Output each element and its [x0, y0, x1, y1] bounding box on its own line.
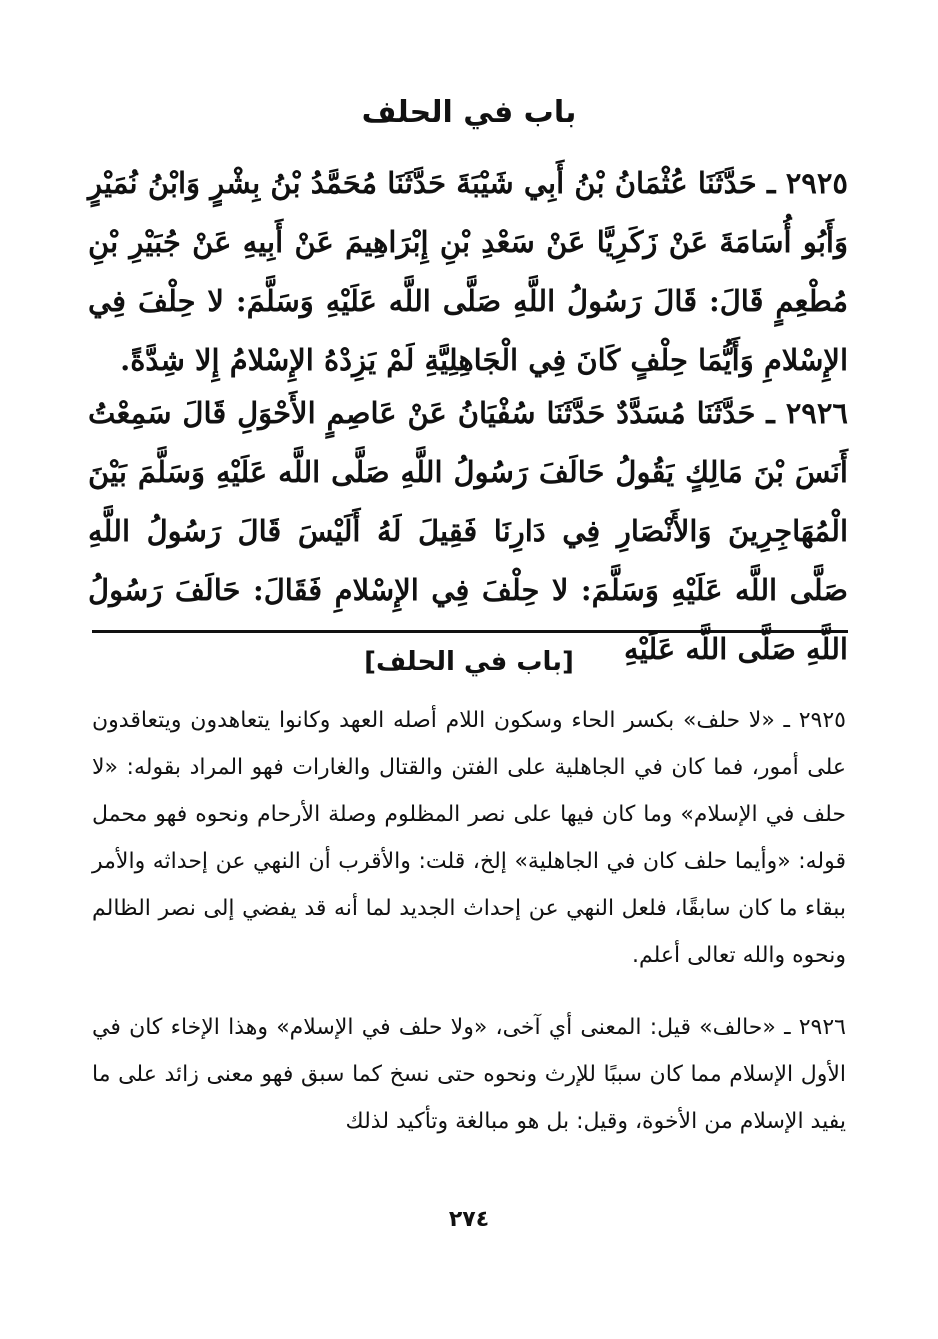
footnote-divider — [92, 630, 848, 633]
page-number: ٢٧٤ — [448, 1207, 490, 1232]
commentary-heading: [باب في الحلف] — [364, 647, 574, 677]
hadith-2925: ٢٩٢٥ ـ حَدَّثَنَا عُثْمَانُ بْنُ أَبِي شَيْبَةَ حَدَّثَنَا مُحَمَّدُ بْنُ بِشْرٍ وَابْنُ نُمَيْرٍ وَأَبُو أُسَامَةَ عَنْ زَكَرِيَّا عَنْ سَعْدِ بْنِ إِبْرَاهِيمَ عَنْ أَبِيهِ عَنْ جُبَيْرِ بْنِ مُطْعِمٍ قَالَ: قَالَ رَسُولُ اللَّهِ صَلَّى اللَّه عَلَيْهِ وَسَلَّمَ: لا حِلْفَ فِي الإِسْلامِ وَأَيُّمَا حِلْفٍ كَانَ فِي الْجَاهِلِيَّةِ لَمْ يَزِدْهُ الإِسْلامُ إِلا شِدَّةً. — [88, 166, 848, 377]
commentary-note-2925: ٢٩٢٥ ـ «لا حلف» بكسر الحاء وسكون اللام أصله العهد وكانوا يتعاهدون ويتعاقدون على أمور، فما كان في الجاهلية على الفتن والقتال والغارات فهو المراد بقوله: «لا حلف في الإسلام» وما كان فيها على نصر المظلوم وصلة الأرحام ونحوه فهو محمل قوله: «وأيما حلف كان في الجاهلية» إلخ، قلت: والأقرب أن النهي عن إحداثه والأمر ببقاء ما كان سابقًا، فلعل النهي عن إحداث الجديد لما أنه قد يفضي إلى نصر الظالم ونحوه والله تعالى أعلم. — [92, 708, 846, 968]
chapter-heading: باب في الحلف — [361, 95, 577, 130]
commentary-note-2926: ٢٩٢٦ ـ «حالف» قيل: المعنى أي آخى، «ولا حلف في الإسلام» وهذا الإخاء كان في الأول الإسلام مما كان سببًا للإرث ونحوه حتى نسخ كما سبق فهو معنى زائد على ما يفيد الإسلام من الأخوة، وقيل: بل هو مبالغة وتأكيد لذلك — [92, 1015, 846, 1134]
hadith-2926: ٢٩٢٦ ـ حَدَّثَنَا مُسَدَّدٌ حَدَّثَنَا سُفْيَانُ عَنْ عَاصِمٍ الأَحْوَلِ قَالَ سَمِعْتُ أَنَسَ بْنَ مَالِكٍ يَقُولُ حَالَفَ رَسُولُ اللَّهِ صَلَّى اللَّه عَلَيْهِ وَسَلَّمَ بَيْنَ الْمُهَاجِرِينَ وَالأَنْصَارِ فِي دَارِنَا فَقِيلَ لَهُ أَلَيْسَ قَالَ رَسُولُ اللَّهِ صَلَّى اللَّه عَلَيْهِ وَسَلَّمَ: لا حِلْفَ فِي الإِسْلامِ فَقَالَ: حَالَفَ رَسُولُ اللَّهِ صَلَّى اللَّه عَلَيْهِ — [88, 396, 848, 666]
